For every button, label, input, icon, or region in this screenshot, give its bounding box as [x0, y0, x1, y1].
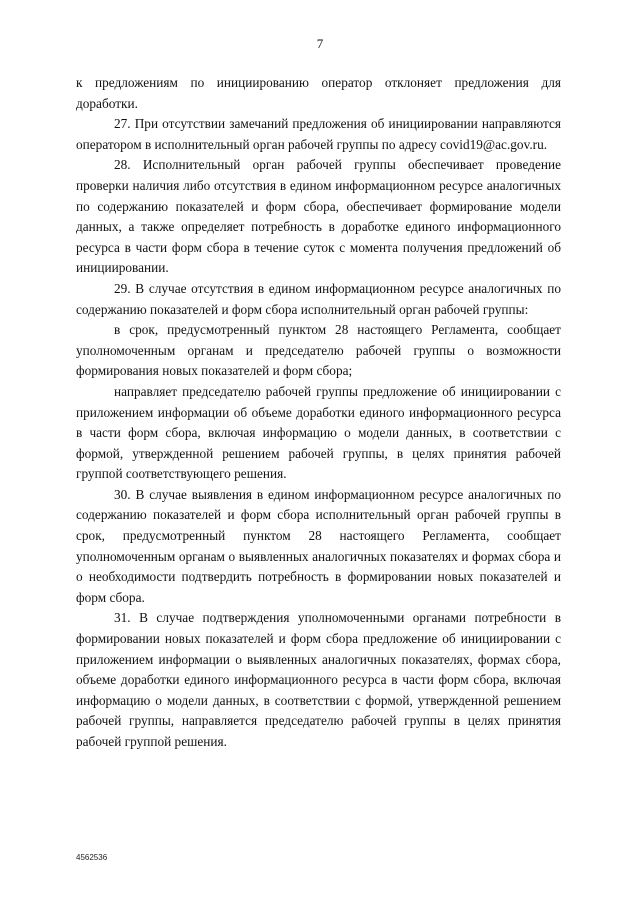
paragraph-27: 27. При отсутствии замечаний предложения об инициировании направляются оператором в исполнительный орган рабочей группы по адресу covid19@ac.gov.ru.	[76, 116, 561, 152]
page-number: 7	[316, 36, 324, 51]
paragraph-28: 28. Исполнительный орган рабочей группы обеспечивает проведение проверки наличия либо отсутствия в едином информационном ресурсе аналогичных по содержанию показателей и форм сбора, обеспечивает формирование модели данных, а также определяет потребность в доработке единого информационного ресурса в части форм сбора в течение суток с момента получения предложений об инициировании.	[76, 157, 561, 276]
paragraph-29-item-1: в срок, предусмотренный пунктом 28 настоящего Регламента, сообщает уполномоченным органам и председателю рабочей группы о возможности формирования новых показателей и форм сбора;	[76, 322, 561, 379]
paragraph-30: 30. В случае выявления в едином информационном ресурсе аналогичных по содержанию показателей и форм сбора исполнительный орган рабочей группы в срок, предусмотренный пунктом 28 настоящего Регламента, сообщает уполномоченным органам о выявленных аналогичных показателях и формах сбора и о необходимости подтвердить потребность в формировании новых показателей и форм сбора.	[76, 486, 561, 605]
paragraph-29-item-2: направляет председателю рабочей группы предложение об инициировании с приложением информации об объеме доработки единого информационного ресурса в части форм сбора, включая информацию о модели данных, в соответствии с формой, утвержденной решением рабочей группы, в целях принятия рабочей группой соответствующего решения.	[76, 383, 561, 482]
paragraph-29: 29. В случае отсутствия в едином информационном ресурсе аналогичных по содержанию показателей и форм сбора исполнительный орган рабочей группы:	[76, 280, 561, 317]
paragraph-continuation: к предложениям по инициированию оператор отклоняет предложения для доработки.	[76, 75, 561, 111]
paragraph-31: 31. В случае подтверждения уполномоченными органами потребности в формировании новых показателей и форм сбора предложение об инициировании с приложением информации о выявленных аналогичных показателях, формах сбора, объеме доработки единого информационного ресурса в части форм сбора, включая информацию о модели данных, в соответствии с формой, утвержденной решением рабочей группы, направляется председателю рабочей группы в целях принятия рабочей группой решения.	[76, 610, 561, 749]
document-code: 4562536	[76, 853, 108, 862]
document-body	[76, 73, 561, 753]
